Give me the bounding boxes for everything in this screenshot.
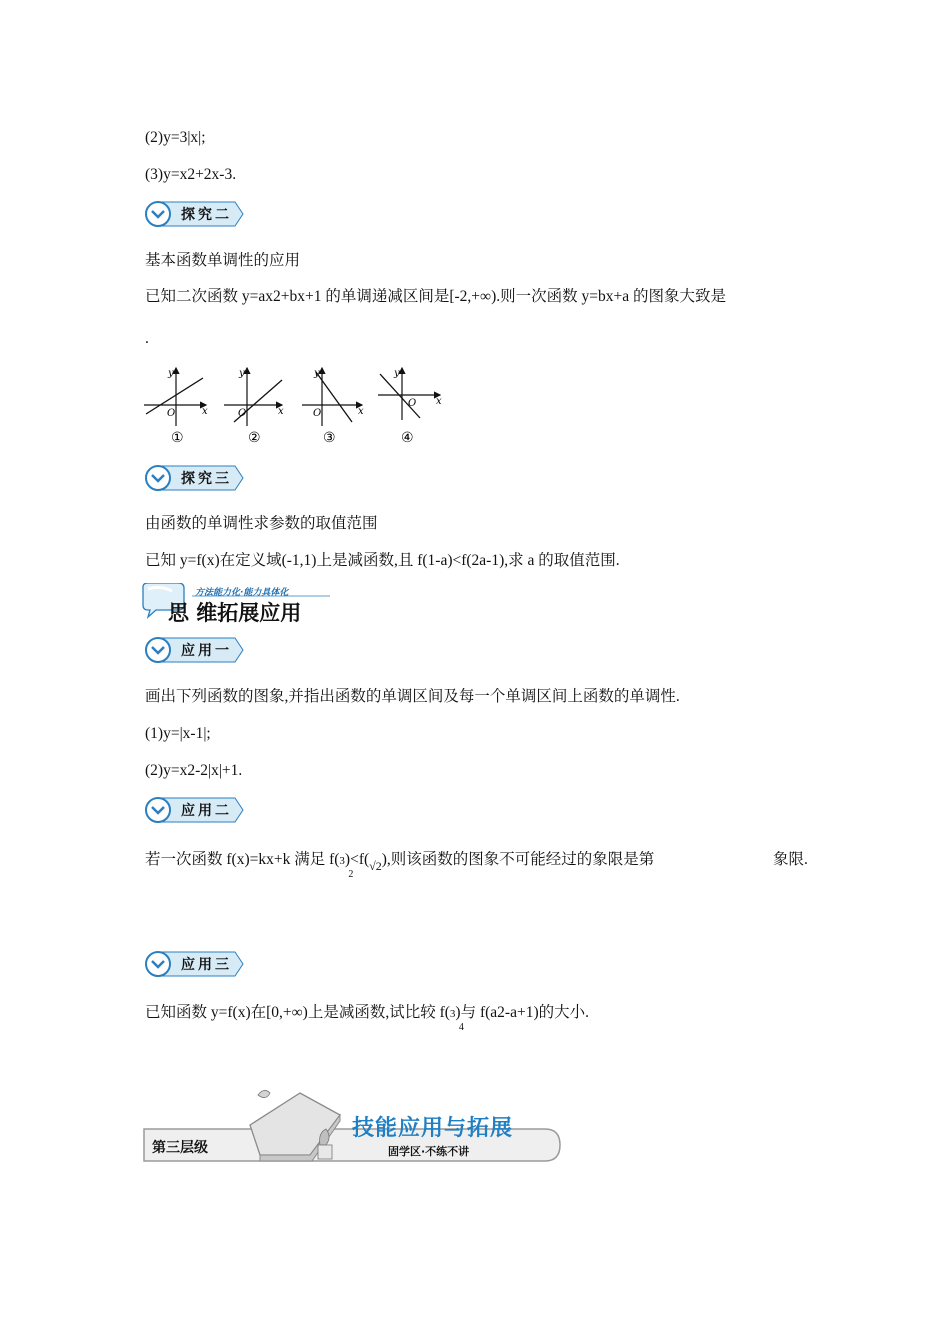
origin-label: O [313,408,322,419]
section-badge [145,465,245,491]
option-label: ② [248,430,261,446]
y-label: y [394,368,400,379]
text-line: 基本函数单调性的应用 [145,252,301,269]
text-segment: 已知函数 y=f(x)在[0,+∞)上是减函数,试比较 f( [145,1004,450,1021]
text-line: (3)y=x2+2x-3. [145,166,237,183]
x-label: x [358,406,364,417]
section-badge [145,797,245,823]
origin-label: O [408,398,417,409]
y-label: y [239,368,245,379]
badge-label: 应用一 [181,643,232,659]
banner-title: 技能应用与拓展 [352,1116,514,1141]
text-line: 已知二次函数 y=ax2+bx+1 的单调递减区间是[-2,+∞).则一次函数 y=bx+a 的图象大致是 [145,288,726,305]
section-badge [145,201,245,227]
text-line: 已知 y=f(x)在定义域(-1,1)上是减函数,且 f(1-a)<f(2a-1),求 a 的取值范围. [145,552,620,569]
graph-2 [224,368,284,446]
text-line: (2)y=x2-2|x|+1. [145,762,243,779]
graph-4 [378,368,442,446]
graph-3 [302,368,364,446]
section-subtitle: 方法能力化·能力具体化 [195,588,289,598]
sqrt-value: √2 [369,859,382,873]
text-segment: 若一次函数 f(x)=kx+k 满足 f( [145,851,340,868]
text-segment: ),则该函数的图象不可能经过的象限是第 [381,851,655,868]
level-banner [140,1085,565,1175]
badge-label: 探究三 [181,471,232,487]
option-label: ④ [401,430,414,446]
x-label: x [436,396,442,407]
problem-line [145,1003,589,1033]
text-segment: )<f( [344,851,370,868]
section-badge [145,637,245,663]
x-label: x [202,406,208,417]
text-line: (2)y=3|x|; [145,129,206,146]
fraction-numerator: 3 [449,1008,456,1020]
fraction-denominator: 4 [458,1022,464,1033]
option-label: ① [171,430,184,446]
section-badge [145,951,245,977]
text-segment: )与 f(a2-a+1)的大小. [455,1004,589,1021]
text-line: . [145,330,149,347]
text-line: 画出下列函数的图象,并指出函数的单调区间及每一个单调区间上函数的单调性. [145,688,680,705]
origin-label: O [238,408,247,419]
origin-label: O [167,408,176,419]
section-heading: 思 维拓展应用 [168,601,302,625]
section-title [140,583,340,625]
problem-line [145,850,655,880]
y-label: y [168,368,174,379]
graph-1 [144,368,208,446]
badge-label: 应用二 [181,803,232,819]
option-label: ③ [323,430,336,446]
fraction-numerator: 3 [339,855,345,867]
badge-label: 探究二 [181,207,232,223]
text-segment: 象限. [773,851,808,868]
text-line: (1)y=|x-1|; [145,725,211,742]
y-label: y [314,368,320,379]
fraction [449,1003,464,1033]
banner-subtitle: 固学区·不练不讲 [388,1145,470,1158]
badge-label: 应用三 [181,957,232,973]
fraction-denominator: 2 [348,869,354,880]
graph-options [140,364,450,450]
text-line: 由函数的单调性求参数的取值范围 [145,515,378,532]
level-label: 第三层级 [152,1140,208,1156]
fraction [339,850,354,880]
x-label: x [278,406,284,417]
